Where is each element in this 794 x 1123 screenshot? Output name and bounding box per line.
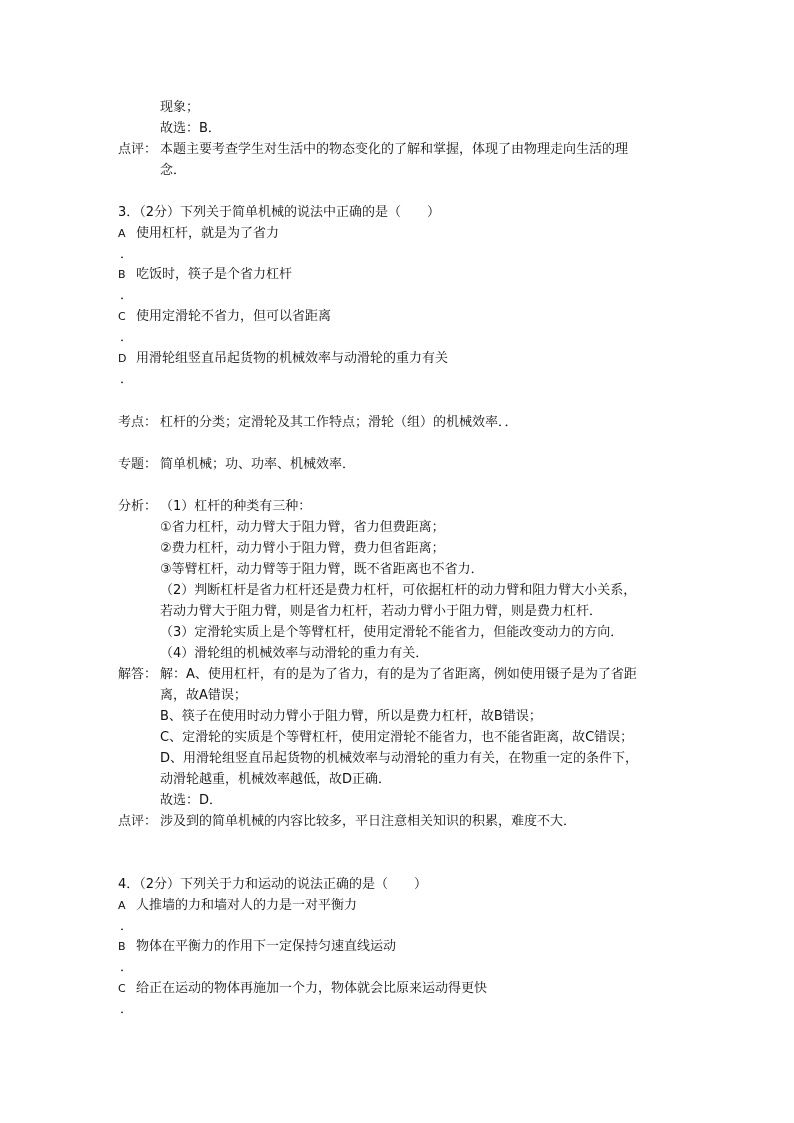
top-line-2: 故选：B． <box>160 121 221 136</box>
option-dot: ． <box>120 372 134 387</box>
q4-option-b <box>118 937 396 957</box>
option-letter: C <box>118 310 126 323</box>
zhuanti-label: 专题： <box>118 457 158 472</box>
option-text: 用滑轮组竖直吊起货物的机械效率与动滑轮的重力有关 <box>136 351 449 366</box>
fenxi-line: （4）滑轮组的机械效率与动滑轮的重力有关． <box>160 646 429 661</box>
q3-option-d <box>118 349 448 369</box>
fenxi-label: 分析： <box>118 499 158 514</box>
jieda-line: 动滑轮越重，机械效率越低，故D正确． <box>160 772 392 787</box>
q3-option-c <box>118 307 331 327</box>
jieda-line: D、用滑轮组竖直吊起货物的机械效率与动滑轮的重力有关，在物重一定的条件下， <box>160 751 639 766</box>
option-dot: ． <box>120 919 134 934</box>
option-text: 使用定滑轮不省力，但可以省距离 <box>136 309 332 324</box>
option-dot: ． <box>120 288 134 303</box>
fenxi-line: （2）判断杠杆是省力杠杆还是费力杠杆，可依据杠杆的动力臂和阻力臂大小关系， <box>160 583 637 598</box>
q4-stem: 4．（2分）下列关于力和运动的说法正确的是（ ） <box>118 877 428 892</box>
option-letter: A <box>118 899 126 912</box>
option-text: 吃饭时，筷子是个省力杠杆 <box>136 267 293 282</box>
kaodian-label: 考点： <box>118 415 158 430</box>
option-dot: ． <box>120 247 134 262</box>
option-text: 人推墙的力和墙对人的力是一对平衡力 <box>136 898 358 913</box>
fenxi-line: 若动力臂大于阻力臂，则是省力杠杆，若动力臂小于阻力臂，则是费力杠杆． <box>160 604 603 619</box>
option-text: 物体在平衡力的作用下一定保持匀速直线运动 <box>136 939 397 954</box>
jieda-line: 解：A、使用杠杆，有的是为了省力，有的是为了省距离，例如使用镊子是为了省距 <box>160 667 637 682</box>
option-dot: ． <box>120 330 134 345</box>
comment-line-2: 念． <box>160 163 187 178</box>
fenxi-line: ②费力杠杆，动力臂小于阻力臂，费力但省距离； <box>160 541 445 556</box>
comment-label: 点评： <box>118 142 158 157</box>
jieda-line: C、定滑轮的实质是个等臂杠杆，使用定滑轮不能省力，也不能省距离，故C错误； <box>160 730 634 745</box>
fenxi-line: ①省力杠杆，动力臂大于阻力臂，省力但费距离； <box>160 520 445 535</box>
kaodian-text: 杠杆的分类；定滑轮及其工作特点；滑轮（组）的机械效率．． <box>160 415 518 430</box>
zhuanti-text: 简单机械；功、功率、机械效率． <box>160 457 356 472</box>
jieda-line: 离，故A错误； <box>160 688 247 703</box>
dianping-text: 涉及到的简单机械的内容比较多，平日注意相关知识的积累，难度不大． <box>160 814 577 829</box>
q4-option-a <box>118 896 357 916</box>
option-dot: ． <box>120 960 134 975</box>
fenxi-line: （1）杠杆的种类有三种： <box>160 499 312 514</box>
fenxi-line: ③等臂杠杆，动力臂等于阻力臂，既不省距离也不省力． <box>160 562 484 577</box>
jieda-line: B、筷子在使用时动力臂小于阻力臂，所以是费力杠杆，故B错误； <box>160 709 542 724</box>
option-text: 给正在运动的物体再施加一个力，物体就会比原来运动得更快 <box>136 981 488 996</box>
option-letter: D <box>118 352 127 365</box>
option-text: 使用杠杆，就是为了省力 <box>136 226 280 241</box>
q3-stem: 3．（2分）下列关于简单机械的说法中正确的是（ ） <box>118 205 441 220</box>
q4-option-c <box>118 979 487 999</box>
comment-line-1: 本题主要考查学生对生活中的物态变化的了解和掌握，体现了由物理走向生活的理 <box>160 142 629 157</box>
q3-option-b <box>118 265 292 285</box>
dianping-label: 点评： <box>118 814 158 829</box>
option-letter: C <box>118 982 126 995</box>
option-letter: B <box>118 940 126 953</box>
option-letter: A <box>118 227 126 240</box>
q3-option-a <box>118 224 279 244</box>
top-line-1: 现象； <box>160 100 200 115</box>
option-dot: ． <box>120 1002 134 1017</box>
jieda-line: 故选：D． <box>160 793 223 808</box>
jieda-label: 解答： <box>118 667 158 682</box>
fenxi-line: （3）定滑轮实质上是个等臂杠杆，使用定滑轮不能省力，但能改变动力的方向． <box>160 625 624 640</box>
option-letter: B <box>118 268 126 281</box>
